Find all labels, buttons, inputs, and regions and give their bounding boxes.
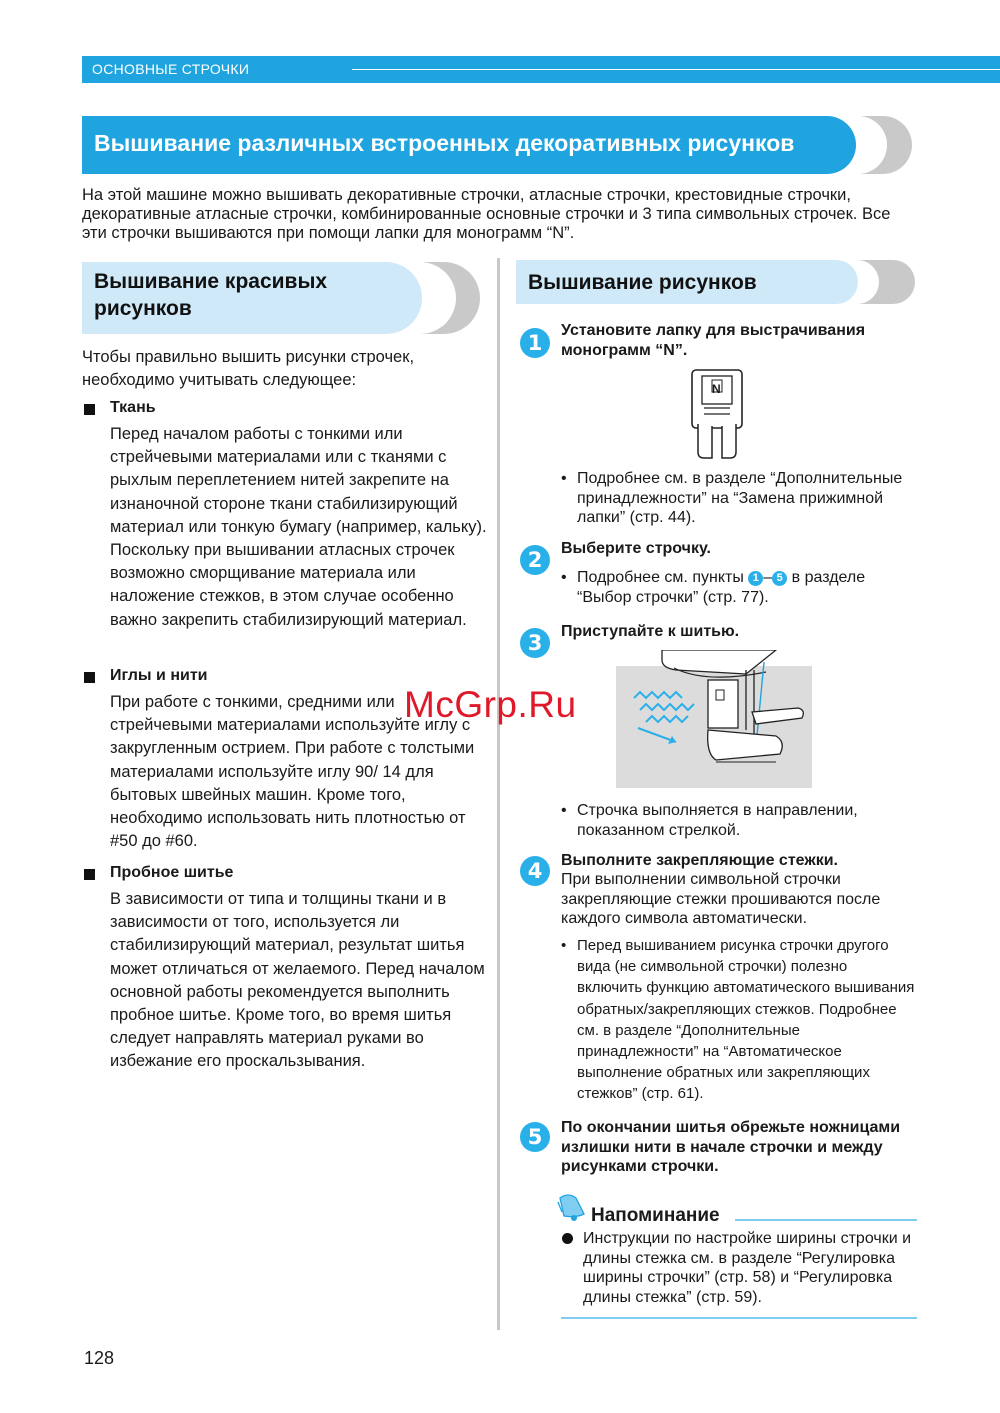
step-number-2: 2: [520, 545, 550, 575]
foot-letter: N: [712, 382, 721, 396]
item-title-fabric: Ткань: [110, 399, 156, 416]
left-heading-line1: Вышивание красивых: [94, 270, 328, 293]
step-2-bullet: [561, 568, 906, 610]
column-divider: [497, 258, 500, 1330]
step-title-4: Выполните закрепляющие стежки.: [561, 852, 838, 869]
bullet-dot: •: [561, 569, 567, 586]
step-4-body: При выполнении символьной строчки закрепляющие стежки прошиваются после каждого символа автоматически.: [561, 871, 881, 927]
watermark-text: McGrp.Ru: [404, 684, 577, 725]
title-decoration: [858, 116, 912, 174]
reminder-text: Инструкции по настройке ширины строчки и длины стежка см. в разделе “Регулировка ширины строчки” (стр. 58) и “Регулировка длины стежка” (стр. 59).: [583, 1230, 912, 1306]
page-number: 128: [84, 1348, 115, 1368]
step-2-bullet-pre: Подробнее см. пункты: [577, 569, 744, 586]
step-4-bullet-text: Перед вышиванием рисунка строчки другого вида (не символьной строчки) полезно включить функцию автоматического вышивания обратных/закрепляющих стежков. Подробнее см. в разделе “Дополнительные принадлежности” на “Автоматическое выполнение обратных или закрепляющих стежков” (стр. 61).: [577, 937, 915, 1103]
ref-step-1: 1: [748, 571, 763, 586]
ref-step-5: 5: [772, 571, 787, 586]
right-heading: Вышивание рисунков: [528, 271, 757, 294]
right-heading-decoration: [857, 260, 917, 304]
step-number-4: 4: [520, 856, 550, 886]
item-title-needles: Иглы и нити: [110, 667, 208, 684]
bullet-dot: •: [561, 802, 567, 819]
section-header-bar: [82, 56, 1000, 83]
bullet-square: [84, 869, 95, 880]
reminder-title: Напоминание: [591, 1205, 720, 1226]
left-heading-line2: рисунков: [94, 297, 192, 320]
item-text-test: В зависимости от типа и толщины ткани и в зависимости от того, используется ли стабилизирующий материал, результат шитья может отличаться от желаемого. Перед началом основной работы рекомендуется выполнить пробное шитье. Кроме того, во время шитья следует направлять материал руками во избежание его проскальзывания.: [110, 890, 485, 1071]
step-3-bullet-text: Строчка выполняется в направлении, показанном стрелкой.: [577, 802, 858, 839]
left-lead: Чтобы правильно вышить рисунки строчек, необходимо учитывать следующее:: [82, 348, 415, 390]
page-title-band: [82, 116, 856, 174]
step-3-bullet: [561, 801, 906, 843]
step-title-5: По окончании шитья обрежьте ножницами излишки нити в начале строчки и между рисунками строчки.: [561, 1119, 901, 1175]
step-number-3: 3: [520, 628, 550, 658]
bullet-square: [84, 672, 95, 683]
reminder-bottom-rule: [561, 1317, 917, 1319]
step-2-bullet-post: в разделе “Выбор строчки” (стр. 77).: [577, 569, 866, 606]
page-title: Вышивание различных встроенных декоративных рисунков: [94, 130, 795, 156]
section-label: ОСНОВНЫЕ СТРОЧКИ: [92, 61, 250, 77]
left-heading-decoration: [420, 262, 480, 334]
step-4-bullet: [561, 935, 916, 1105]
item-text-fabric: Перед началом работы с тонкими или стрейчевыми материалами или с тканями с рыхлым переплетением нитей закрепите на изнаночной стороне ткани стабилизирующий материал или тонкую бумагу (например, кальку). Поскольку при вышивании атласных строчек возможно сморщивание материала или наложение стежков, в этом случае особенно важно закрепить стабилизирующий материал.: [110, 425, 487, 629]
item-title-test: Пробное шитье: [110, 864, 234, 881]
left-heading-band: [82, 262, 422, 334]
bell-icon: [554, 1192, 588, 1226]
item-text-needles: При работе с тонкими, средними или стрейчевыми материалами используйте иглу с закругленным острием. При работе с толстыми материалами используйте иглу 90/ 14 для бытовых швейных машин. Кроме того, необходимо использовать нить плотностью от #50 до #60.: [110, 693, 475, 851]
ref-dash: –: [763, 569, 773, 586]
sewing-illustration: [616, 650, 812, 788]
step-title-3: Приступайте к шитью.: [561, 623, 740, 640]
bullet-square: [84, 404, 95, 415]
step-title-1: Установите лапку для выстрачивания монограмм “N”.: [561, 322, 866, 359]
step-number-5: 5: [520, 1122, 550, 1152]
right-heading-band: [516, 260, 858, 304]
section-rule: [352, 69, 1000, 70]
step-number-1: 1: [520, 328, 550, 358]
reminder-bullet: [562, 1233, 573, 1244]
step-1-bullet: [561, 469, 906, 529]
bullet-dot: •: [561, 937, 567, 954]
step-1-bullet-text: Подробнее см. в разделе “Дополнительные принадлежности” на “Замена прижимной лапки” (стр. 44).: [577, 470, 903, 526]
intro-paragraph: На этой машине можно вышивать декоративные строчки, атласные строчки, крестовидные строчки, декоративные атласные строчки, комбинированные основные строчки и 3 типа символьных строчек. Все эти строчки вышиваются при помощи лапки для монограмм “N”.: [82, 186, 891, 242]
reminder-rule: [735, 1219, 917, 1221]
step-title-2: Выберите строчку.: [561, 540, 711, 557]
bullet-dot: •: [561, 470, 567, 487]
